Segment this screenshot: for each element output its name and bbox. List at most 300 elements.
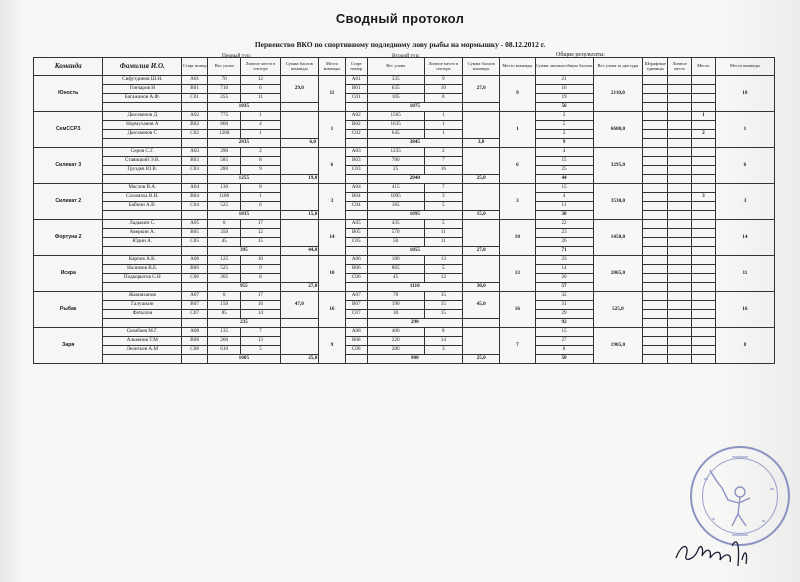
sum-personal-points: 15 (535, 328, 593, 337)
catch-weight-r2: 50 (367, 238, 424, 247)
sum-personal-points: 5 (535, 121, 593, 130)
participant-name: Карпов А.К. (103, 256, 182, 265)
catch-weight-r1: 860 (208, 121, 241, 130)
blank-cell (668, 355, 692, 364)
blank-cell (103, 103, 182, 112)
table-row (34, 256, 775, 265)
blank-cell (691, 175, 715, 184)
blank-cell (345, 211, 367, 220)
penalty-units (643, 310, 668, 319)
catch-weight-r1: 0 (208, 292, 241, 301)
penalty-units (643, 328, 668, 337)
team-points-total-r1: 44,0 (280, 247, 345, 256)
team-weight-r1: 955 (208, 283, 281, 292)
participant-name: Груздев Ю.В. (103, 166, 182, 175)
column-header: Команда (34, 58, 103, 76)
personal-place (668, 94, 692, 103)
penalty-units (643, 238, 668, 247)
place (691, 148, 715, 157)
blank-cell (668, 283, 692, 292)
start-number-r2: B01 (345, 85, 367, 94)
column-header: Сумма личных/общих баллов (535, 58, 593, 76)
penalty-units (643, 166, 668, 175)
sector-place-r1: 2 (241, 148, 280, 157)
final-team-place: 11 (715, 256, 774, 292)
sum-personal-points: 21 (535, 76, 593, 85)
table-row (34, 301, 775, 310)
blank-cell (182, 283, 208, 292)
sector-place-r2: 8 (424, 328, 462, 337)
sector-place-r2: 7 (424, 157, 462, 166)
sum-personal-points: 8 (535, 346, 593, 355)
sum-personal-points: 11 (535, 202, 593, 211)
sum-personal-points: 15 (535, 157, 593, 166)
team-place-r2: 9 (500, 76, 535, 112)
personal-place (668, 229, 692, 238)
team-total-points: 92 (535, 319, 593, 328)
team-weight-r1: 235 (208, 319, 281, 328)
sector-place-r2: 3 (424, 193, 462, 202)
blank-cell (643, 247, 668, 256)
team-total-row (34, 175, 775, 184)
penalty-units (643, 292, 668, 301)
table-row (34, 184, 775, 193)
table-row (34, 76, 775, 85)
sum-personal-points: 25 (535, 166, 593, 175)
sector-place-r1: 10 (241, 256, 280, 265)
sector-place-r1: 11 (241, 94, 280, 103)
sum-personal-points: 20 (535, 274, 593, 283)
team-points-total-r2 (462, 319, 499, 328)
start-number-r2: B08 (345, 337, 367, 346)
total-weight: 1905,0 (593, 328, 643, 364)
team-total-row (34, 211, 775, 220)
catch-weight-r2: 415 (367, 184, 424, 193)
team-points-r1 (280, 148, 318, 175)
participant-name: Подкорытов С.Н (103, 274, 182, 283)
blank-cell (643, 211, 668, 220)
personal-place (668, 292, 692, 301)
blank-cell (103, 175, 182, 184)
final-team-place: 6 (715, 148, 774, 184)
penalty-units (643, 112, 668, 121)
place (691, 220, 715, 229)
catch-weight-r1: 1180 (208, 193, 241, 202)
start-number-r1: B07 (182, 301, 208, 310)
participant-name: Галушкин (103, 301, 182, 310)
team-points-r2 (462, 112, 499, 139)
penalty-units (643, 85, 668, 94)
participant-name: Гончаров Н (103, 85, 182, 94)
total-weight: 2065,0 (593, 256, 643, 292)
table-row (34, 157, 775, 166)
place (691, 328, 715, 337)
catch-weight-r2: 180 (367, 256, 424, 265)
start-number-r2: C02 (345, 130, 367, 139)
penalty-units (643, 121, 668, 130)
catch-weight-r1: 125 (208, 256, 241, 265)
sector-place-r2: 5 (424, 220, 462, 229)
table-row (34, 85, 775, 94)
start-number-r2: C05 (345, 238, 367, 247)
sector-place-r2: 15 (424, 292, 462, 301)
sum-personal-points: 32 (535, 292, 593, 301)
column-header: Вес улова за два тура (593, 58, 643, 76)
team-points-r1 (280, 220, 318, 247)
team-place-r2: 3 (500, 184, 535, 220)
personal-place (668, 130, 692, 139)
penalty-units (643, 184, 668, 193)
team-place-r1: 14 (318, 220, 345, 256)
table-row (34, 202, 775, 211)
start-number-r1: B01 (182, 85, 208, 94)
start-number-r1: C08 (182, 346, 208, 355)
start-number-r2: A04 (345, 184, 367, 193)
sector-place-r1: 16 (241, 301, 280, 310)
catch-weight-r1: 130 (208, 184, 241, 193)
blank-cell (103, 355, 182, 364)
sum-personal-points: 15 (535, 184, 593, 193)
start-number-r2: C06 (345, 274, 367, 283)
column-header: Личное место в секторе (241, 58, 280, 76)
penalty-units (643, 130, 668, 139)
catch-weight-r2: 645 (367, 130, 424, 139)
blank-cell (643, 139, 668, 148)
catch-weight-r2: 1635 (367, 121, 424, 130)
catch-weight-r2: 400 (367, 328, 424, 337)
penalty-units (643, 337, 668, 346)
team-points-total-r2: 30,0 (462, 283, 499, 292)
start-number-r1: A07 (182, 292, 208, 301)
catch-weight-r2: 1565 (367, 112, 424, 121)
final-team-place: 1 (715, 112, 774, 148)
personal-place (668, 184, 692, 193)
sum-personal-points: 4 (535, 148, 593, 157)
final-team-place: 14 (715, 220, 774, 256)
place (691, 256, 715, 265)
sector-place-r2: 2 (424, 148, 462, 157)
sector-place-r2: 5 (424, 202, 462, 211)
personal-place (668, 337, 692, 346)
sector-place-r2: 5 (424, 265, 462, 274)
final-team-place: 16 (715, 292, 774, 328)
catch-weight-r1: 525 (208, 202, 241, 211)
penalty-units (643, 76, 668, 85)
start-number-r1: B06 (182, 265, 208, 274)
participant-name: Серов С.Г. (103, 148, 182, 157)
round2-label: Второй тур: (392, 53, 420, 59)
penalty-units (643, 157, 668, 166)
start-number-r1: C06 (182, 274, 208, 283)
column-header: Старт номер (182, 58, 208, 76)
sector-place-r2: 1 (424, 121, 462, 130)
sum-personal-points: 29 (535, 310, 593, 319)
table-row (34, 292, 775, 301)
blank-cell (182, 247, 208, 256)
participant-name: Сюмбаев М.Г. (103, 328, 182, 337)
column-header: Вес улова (367, 58, 424, 76)
team-points-r2: 45,0 (462, 292, 499, 319)
place (691, 157, 715, 166)
start-number-r2: B05 (345, 229, 367, 238)
blank-cell (345, 175, 367, 184)
blank-cell (668, 247, 692, 256)
blank-cell (345, 139, 367, 148)
catch-weight-r1: 0 (208, 220, 241, 229)
total-weight: 525,0 (593, 292, 643, 328)
catch-weight-r1: 1200 (208, 130, 241, 139)
team-total-row (34, 103, 775, 112)
sector-place-r1: 4 (241, 121, 280, 130)
team-place-r2: 13 (500, 256, 535, 292)
start-number-r1: B04 (182, 193, 208, 202)
catch-weight-r2: 220 (367, 337, 424, 346)
blank-cell (691, 355, 715, 364)
sum-personal-points: 26 (535, 238, 593, 247)
team-points-r1 (280, 112, 318, 139)
table-row (34, 121, 775, 130)
blank-cell (182, 319, 208, 328)
penalty-units (643, 148, 668, 157)
team-points-total-r1: 27,0 (280, 283, 345, 292)
table-row (34, 238, 775, 247)
blank-cell (643, 103, 668, 112)
personal-place (668, 85, 692, 94)
sector-place-r2: 1 (424, 112, 462, 121)
team-points-r1 (280, 184, 318, 211)
participant-name: Сифутдинов Ш.Н. (103, 76, 182, 85)
place (691, 121, 715, 130)
total-weight: 1450,0 (593, 220, 643, 256)
team-points-total-r1: 25,0 (280, 355, 345, 364)
start-number-r2: A07 (345, 292, 367, 301)
penalty-units (643, 265, 668, 274)
start-number-r2: B03 (345, 157, 367, 166)
team-total-points: 30 (535, 211, 593, 220)
sector-place-r1: 1 (241, 130, 280, 139)
sector-place-r2: 13 (424, 256, 462, 265)
team-weight-r1: 1035 (208, 103, 281, 112)
team-place-r1: 9 (318, 328, 345, 364)
table-row (34, 346, 775, 355)
participant-name: Юдин А. (103, 238, 182, 247)
table-row (34, 265, 775, 274)
catch-weight-r2: 70 (367, 292, 424, 301)
total-weight: 3295,0 (593, 148, 643, 184)
team-name: Фортуна 2 (34, 220, 103, 256)
personal-place (668, 112, 692, 121)
table-row (34, 310, 775, 319)
column-header: Фамилия И.О. (103, 58, 182, 76)
participant-name: Нормуханов А (103, 121, 182, 130)
catch-weight-r1: 390 (208, 148, 241, 157)
start-number-r1: B03 (182, 157, 208, 166)
catch-weight-r2: 45 (367, 274, 424, 283)
catch-weight-r1: 135 (208, 328, 241, 337)
team-points-r1 (280, 328, 318, 355)
sector-place-r2: 9 (424, 76, 462, 85)
blank-cell (668, 139, 692, 148)
place (691, 265, 715, 274)
final-team-place: 10 (715, 76, 774, 112)
team-weight-r2: 1110 (367, 283, 462, 292)
personal-place (668, 328, 692, 337)
sector-place-r2: 8 (424, 94, 462, 103)
start-number-r2: A01 (345, 76, 367, 85)
results-body (34, 76, 775, 364)
table-row (34, 328, 775, 337)
place (691, 337, 715, 346)
table-row (34, 274, 775, 283)
page-subtitle: Первенство ВКО по спортивному подледному лову рыбы на мормышку - 08.12.2012 г. (254, 40, 546, 49)
catch-weight-r1: 280 (208, 166, 241, 175)
participant-name: Дюсекенов Д (103, 112, 182, 121)
signature (672, 536, 752, 568)
team-name: Рыбак (34, 292, 103, 328)
team-points-total-r1 (280, 319, 345, 328)
team-total-points: 50 (535, 355, 593, 364)
penalty-units (643, 193, 668, 202)
place (691, 184, 715, 193)
column-header: Место (691, 58, 715, 76)
total-weight: 3530,0 (593, 184, 643, 220)
team-points-total-r2: 3,0 (462, 139, 499, 148)
catch-weight-r2: 280 (367, 346, 424, 355)
sector-place-r1: 6 (241, 202, 280, 211)
start-number-r1: B05 (182, 229, 208, 238)
table-row (34, 229, 775, 238)
blank-cell (182, 139, 208, 148)
start-number-r1: B02 (182, 121, 208, 130)
place (691, 166, 715, 175)
column-header: Вес улова (208, 58, 241, 76)
catch-weight-r2: 635 (367, 85, 424, 94)
catch-weight-r1: 710 (208, 85, 241, 94)
start-number-r1: A06 (182, 256, 208, 265)
team-name: Искра (34, 256, 103, 292)
sector-place-r1: 5 (241, 346, 280, 355)
sector-place-r2: 7 (424, 184, 462, 193)
place: 1 (691, 112, 715, 121)
place (691, 274, 715, 283)
participant-name: Фатыхов (103, 310, 182, 319)
team-points-total-r2: 15,0 (462, 211, 499, 220)
personal-place (668, 76, 692, 85)
catch-weight-r2: 190 (367, 301, 424, 310)
table-row (34, 166, 775, 175)
penalty-units (643, 346, 668, 355)
sector-place-r2: 16 (424, 166, 462, 175)
team-name: Силикат 3 (34, 148, 103, 184)
round1-label: Первый тур: (222, 53, 252, 59)
start-number-r2: A02 (345, 112, 367, 121)
catch-weight-r1: 775 (208, 112, 241, 121)
team-place-r2: 7 (500, 328, 535, 364)
personal-place (668, 310, 692, 319)
catch-weight-r2: 105 (367, 94, 424, 103)
participant-name: Маслов В.А. (103, 184, 182, 193)
team-name: СемССРЗ (34, 112, 103, 148)
blank-cell (103, 247, 182, 256)
blank-cell (345, 355, 367, 364)
sector-place-r2: 10 (424, 85, 462, 94)
sector-place-r1: 9 (241, 166, 280, 175)
column-header: Сумма баллов команды (280, 58, 318, 76)
personal-place (668, 220, 692, 229)
catch-weight-r2: 30 (367, 310, 424, 319)
place (691, 76, 715, 85)
catch-weight-r1: 85 (208, 310, 241, 319)
sector-place-r2: 12 (424, 274, 462, 283)
team-points-total-r2: 25,0 (462, 355, 499, 364)
sector-place-r1: 9 (241, 265, 280, 274)
blank-cell (668, 211, 692, 220)
start-number-r2: B06 (345, 265, 367, 274)
catch-weight-r1: 45 (208, 238, 241, 247)
start-number-r2: A05 (345, 220, 367, 229)
catch-weight-r1: 70 (208, 76, 241, 85)
team-total-points: 56 (535, 103, 593, 112)
sum-personal-points: 23 (535, 256, 593, 265)
start-number-r2: B02 (345, 121, 367, 130)
place (691, 292, 715, 301)
personal-place (668, 274, 692, 283)
sector-place-r1: 8 (241, 184, 280, 193)
start-number-r2: A03 (345, 148, 367, 157)
catch-weight-r2: 1235 (367, 148, 424, 157)
table-row (34, 112, 775, 121)
team-place-r1: 16 (318, 292, 345, 328)
personal-place (668, 265, 692, 274)
results-table (33, 57, 775, 364)
table-row (34, 337, 775, 346)
sector-place-r1: 15 (241, 238, 280, 247)
personal-place (668, 346, 692, 355)
penalty-units (643, 229, 668, 238)
start-number-r2: C04 (345, 202, 367, 211)
sector-place-r1: 7 (241, 328, 280, 337)
penalty-units (643, 202, 668, 211)
team-weight-r2: 1075 (367, 103, 462, 112)
column-header: Личное место в секторе (424, 58, 462, 76)
catch-weight-r1: 305 (208, 274, 241, 283)
catch-weight-r2: 335 (367, 76, 424, 85)
sector-place-r2: 3 (424, 346, 462, 355)
total-weight: 6680,0 (593, 112, 643, 148)
catch-weight-r2: 885 (367, 265, 424, 274)
sector-place-r1: 12 (241, 229, 280, 238)
start-number-r1: C01 (182, 94, 208, 103)
sum-personal-points: 2 (535, 130, 593, 139)
team-place-r2: 1 (500, 112, 535, 148)
team-total-row (34, 283, 775, 292)
team-weight-r1: 2835 (208, 139, 281, 148)
sum-personal-points: 16 (535, 85, 593, 94)
team-place-r1: 6 (318, 148, 345, 184)
team-place-r1: 3 (318, 184, 345, 220)
blank-cell (643, 175, 668, 184)
sector-place-r1: 6 (241, 85, 280, 94)
sector-place-r1: 1 (241, 112, 280, 121)
team-points-total-r1: 15,0 (280, 211, 345, 220)
team-points-total-r2: 25,0 (462, 175, 499, 184)
column-header: Штрафные единицы (643, 58, 668, 76)
penalty-units (643, 220, 668, 229)
team-place-r1: 10 (318, 256, 345, 292)
team-weight-r1: 1835 (208, 211, 281, 220)
penalty-units (643, 94, 668, 103)
blank-cell (691, 319, 715, 328)
